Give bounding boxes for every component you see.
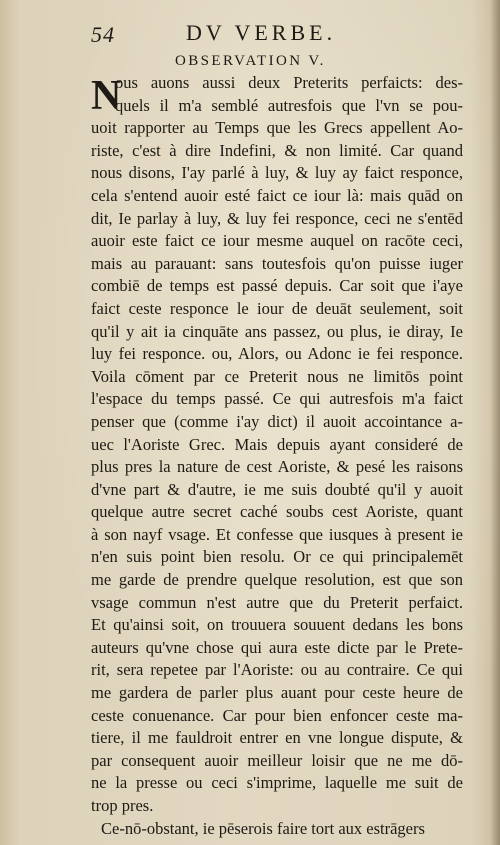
running-title: DV VERBE. <box>186 20 337 45</box>
text-line: dit, Ie parlay à luy, & luy fei responce, ceci ne s'entēd <box>91 208 463 228</box>
text-line: Et qu'ainsi soit, on trouuera souuent dedans les bons <box>91 615 463 635</box>
text-line: ceste conuenance. Car pour bien enfoncer ceste ma- <box>91 705 463 725</box>
text-line: n'en suis point bien resolu. Or ce qui principalemēt <box>91 547 463 567</box>
text-line: uec l'Aoriste Grec. Mais depuis ayant consideré de <box>91 434 463 454</box>
text-line: par consequent auoir meilleur loisir que ne me dō- <box>91 750 463 770</box>
text-line: auteurs qu'vne chose qui aura este dicte par le Prete- <box>91 637 463 657</box>
text-line: mais au parauant: sans toutesfois qu'on puisse iuger <box>91 253 463 273</box>
text-line: auoir este faict ce iour mesme auquel on racōte ceci, <box>91 231 463 251</box>
text-line: plus pres la nature de cest Aoriste, & pesé les raisons <box>91 457 463 477</box>
text-line: riste, c'est à dire Indefini, & non limité. Car quand <box>91 140 463 160</box>
text-line: nous disons, I'ay parlé à luy, & luy ay faict responce, <box>91 163 463 183</box>
text-line: l'espace du temps passé. Ce qui autresfois m'a faict <box>91 389 463 409</box>
text-line: combiē de temps est passé depuis. Car soit que i'aye <box>91 276 463 296</box>
text-line: Voila cōment par ce Preterit nous ne limitōs point <box>91 366 463 386</box>
text-line: me gardera de parler plus auant pour ceste heure de <box>91 683 463 703</box>
text-line: quelque autre secret caché soubs cest Aoriste, quant <box>91 502 463 522</box>
text-line: vsage commun n'est autre que du Preterit perfaict. <box>91 592 463 612</box>
text-line: cela s'entend auoir esté faict ce iour là: mais quād on <box>91 185 463 205</box>
text-line: penser que (comme i'ay dict) il auoit accointance a- <box>91 411 463 431</box>
text-line: Ce-nō-obstant, ie pēserois faire tort aux estrāgers <box>101 818 425 838</box>
text-line: me garde de prendre quelque resolution, est que son <box>91 570 463 590</box>
text-line: qu'il y ait ia cinquāte ans passez, ou plus, ie diray, Ie <box>91 321 463 341</box>
text-line: rit, sera repetee par l'Aoriste: ou au contraire. Ce qui <box>91 660 463 680</box>
text-line: ous auons aussi deux Preterits perfaicts: des- <box>115 73 463 92</box>
text-line: luy fei responce. ou, Alors, ou Adonc ie fei responce. <box>91 344 463 364</box>
text-line: quels il m'a semblé autresfois que l'vn se pou- <box>115 95 463 115</box>
text-line: trop pres. <box>91 796 154 815</box>
drop-cap: N <box>91 73 122 119</box>
page-number: 54 <box>91 22 115 47</box>
text-line: à son nayf vsage. Et confesse que iusques à present ie <box>91 524 463 544</box>
body-text <box>91 72 463 840</box>
text-line: tiere, il me fauldroit entrer en vne longue dispute, & <box>91 728 463 748</box>
page-gutter-shadow <box>490 0 500 845</box>
text-line: faict ceste responce le iour de deuāt seulement, soit <box>91 298 463 318</box>
section-heading: OBSERVATION V. <box>175 53 326 69</box>
text-line: uoit rapporter au Temps que les Grecs appellent Ao- <box>91 118 463 138</box>
text-line: ne la presse ou ceci s'imprime, laquelle me suit de <box>91 773 463 793</box>
text-line: d'vne part & d'autre, ie me suis doubté qu'il y auoit <box>91 479 463 499</box>
